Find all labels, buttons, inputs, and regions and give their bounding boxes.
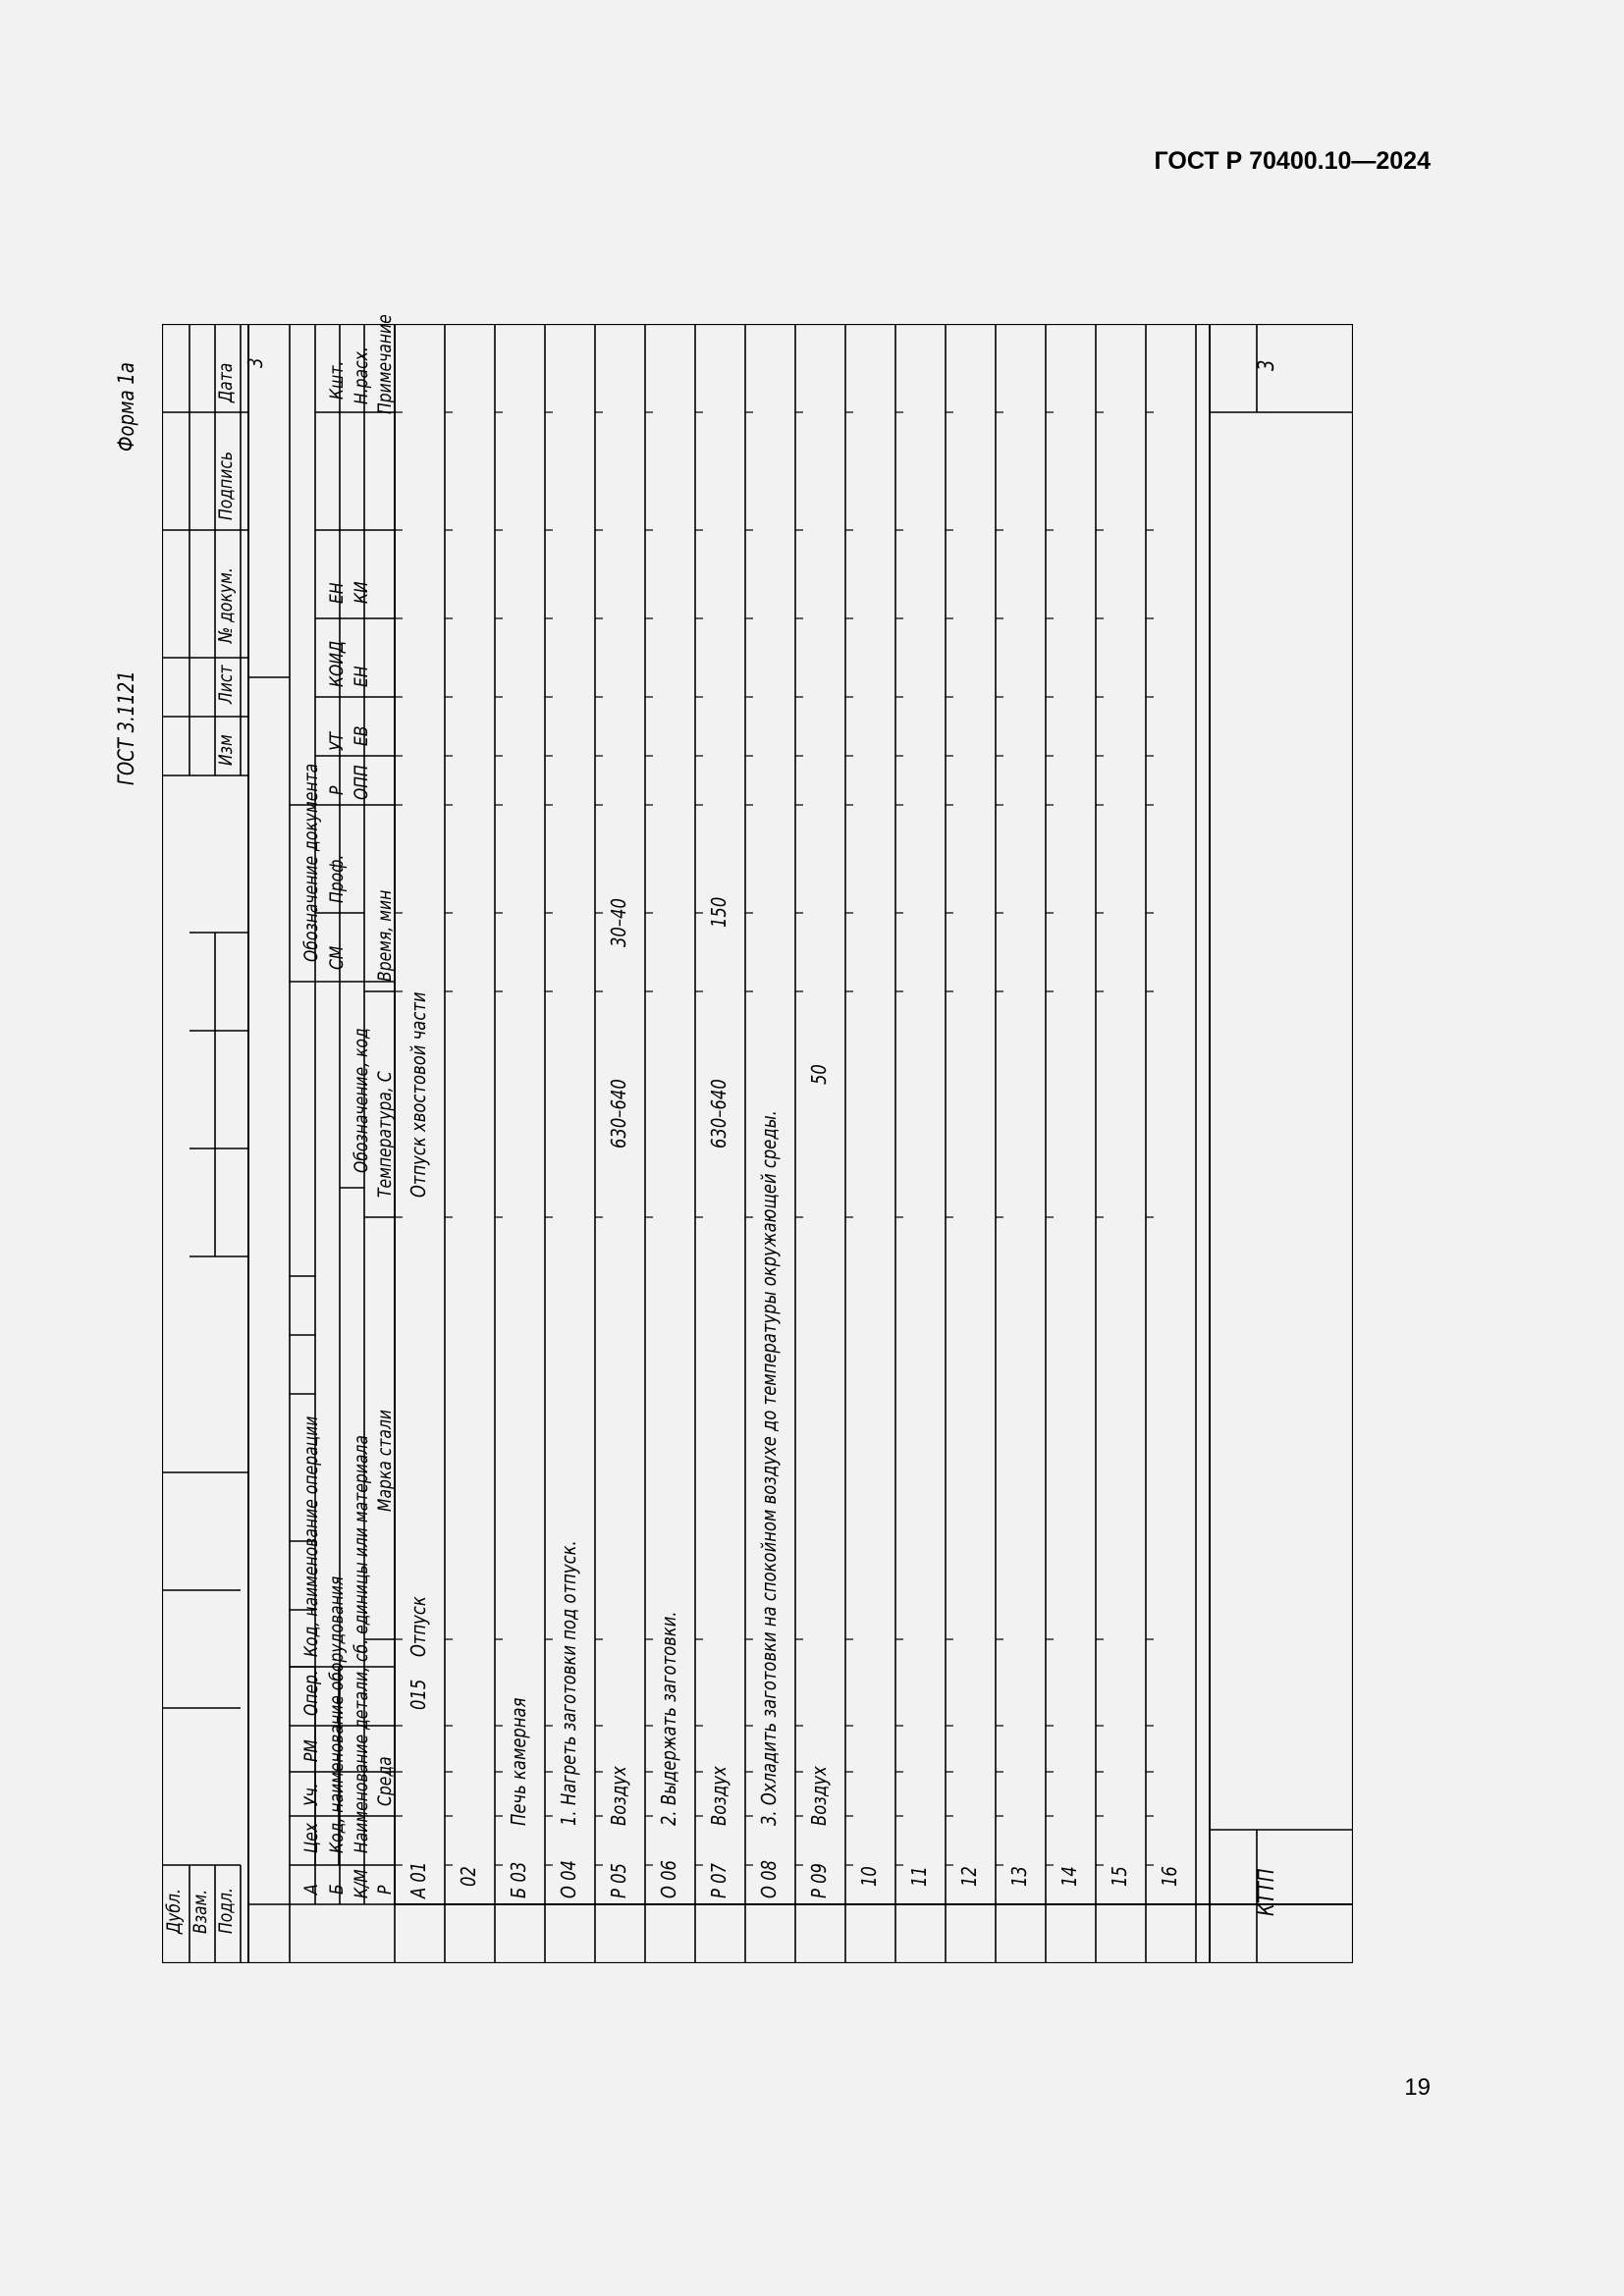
stamp-list: Лист	[215, 665, 237, 704]
hdr-a-prefix: А	[300, 1884, 322, 1895]
row-cell-temp: 50	[807, 1064, 831, 1085]
hdr-a-uch: Уч.	[300, 1783, 322, 1806]
row-num: О 06	[657, 1859, 680, 1898]
hdr-p-sreda: Среда	[374, 1756, 396, 1806]
stamp-sign: Подпись	[215, 451, 237, 520]
stamp-date: Дата	[215, 362, 237, 402]
hdr-km-ki: КИ	[351, 581, 372, 604]
footer-sheet: 3	[1255, 359, 1279, 371]
hdr-a-op-name: Код, наименование операции	[300, 1415, 322, 1657]
row-num: Р 05	[607, 1863, 630, 1898]
hdr-a-doc: Обозначение документа	[300, 763, 322, 962]
row-num: О 04	[557, 1859, 580, 1898]
standard-code: ГОСТ Р 70400.10—2024	[1154, 147, 1431, 175]
hdr-b-kr: КОИД	[326, 640, 348, 687]
form-label: Форма 1а	[115, 362, 139, 452]
dubl-label: Дубл.	[163, 1889, 185, 1934]
row-num: О 08	[757, 1859, 781, 1898]
row-cell-sreda: Воздух	[607, 1766, 630, 1826]
row-cell-step: 3. Охладить заготовки на спокойном воздухе до температуры окружающей среды.	[757, 1110, 781, 1826]
row-num: 02	[457, 1866, 480, 1887]
row-cell-equipment: Печь камерная	[507, 1697, 530, 1826]
hdr-km-opp: ОПП	[351, 765, 372, 800]
row-cell-sreda: Воздух	[707, 1766, 731, 1826]
hdr-km-nrash: Н.расх.	[351, 347, 372, 404]
vzam-label: Взам.	[189, 1889, 211, 1934]
gost-label: ГОСТ 3.1121	[115, 670, 139, 785]
row-cell-doc: Отпуск хвостовой части	[406, 991, 430, 1198]
row-cell-temp: 630–640	[707, 1079, 731, 1148]
row-num: Р 07	[707, 1863, 731, 1898]
row-num: 16	[1158, 1866, 1181, 1887]
row-num: А 01	[406, 1861, 430, 1898]
hdr-a-cex: Цех	[300, 1823, 322, 1853]
hdr-km-ev: ЕВ	[351, 725, 372, 746]
row-cell-time: 30–40	[607, 898, 630, 947]
hdr-a-rm: РМ	[300, 1739, 322, 1762]
sheet-number: 3	[244, 357, 267, 368]
hdr-km-prefix: К/М	[351, 1869, 372, 1898]
technological-process-form	[115, 314, 1353, 1963]
hdr-km-en: ЕН	[351, 666, 372, 687]
row-num: 15	[1108, 1866, 1131, 1887]
hdr-p-note: Примечание	[374, 314, 396, 414]
hdr-p-prefix: Р	[374, 1885, 396, 1895]
page-number: 19	[1404, 2074, 1431, 2101]
hdr-b-prof: Проф.	[326, 854, 348, 903]
row-num: Р 09	[807, 1863, 831, 1898]
hdr-km-name: Наименование детали, сб. единицы или материала	[351, 1435, 372, 1853]
hdr-km-code: Обозначение, код	[351, 1028, 372, 1173]
stamp-doc: № докум.	[215, 567, 237, 643]
podl-label: Подл.	[215, 1888, 237, 1934]
hdr-b-equip: Код, наименование оборудования	[326, 1575, 348, 1853]
footer-code: КТТП	[1255, 1868, 1279, 1916]
hdr-p-steel: Марка стали	[374, 1409, 396, 1512]
hdr-b-sm: СМ	[326, 945, 348, 970]
hdr-b-prefix: Б	[326, 1884, 348, 1895]
row-num: 12	[957, 1866, 981, 1887]
row-num: 10	[857, 1866, 881, 1887]
hdr-b-en: ЕН	[326, 582, 348, 604]
row-num: 13	[1007, 1866, 1031, 1887]
row-cell-oper: 015	[406, 1679, 430, 1710]
row-num: 14	[1057, 1866, 1081, 1887]
stamp-izm: Изм	[215, 734, 237, 766]
row-num: 11	[907, 1866, 931, 1887]
hdr-b-ksht: Кшт.	[326, 360, 348, 400]
row-cell-op-name: Отпуск	[406, 1596, 430, 1657]
row-num: Б 03	[507, 1861, 530, 1898]
hdr-b-ut: УТ	[326, 731, 348, 751]
hdr-b-r: Р	[326, 785, 348, 795]
row-cell-step: 2. Выдержать заготовки.	[657, 1611, 680, 1826]
row-cell-sreda: Воздух	[807, 1766, 831, 1826]
row-cell-temp: 630–640	[607, 1079, 630, 1148]
row-cell-step: 1. Нагреть заготовки под отпуск.	[557, 1540, 580, 1826]
hdr-p-time: Время, мин	[374, 889, 396, 982]
hdr-p-temp: Температура, С	[374, 1071, 396, 1198]
row-cell-time: 150	[707, 896, 731, 928]
hdr-a-oper: Опер.	[300, 1670, 322, 1716]
